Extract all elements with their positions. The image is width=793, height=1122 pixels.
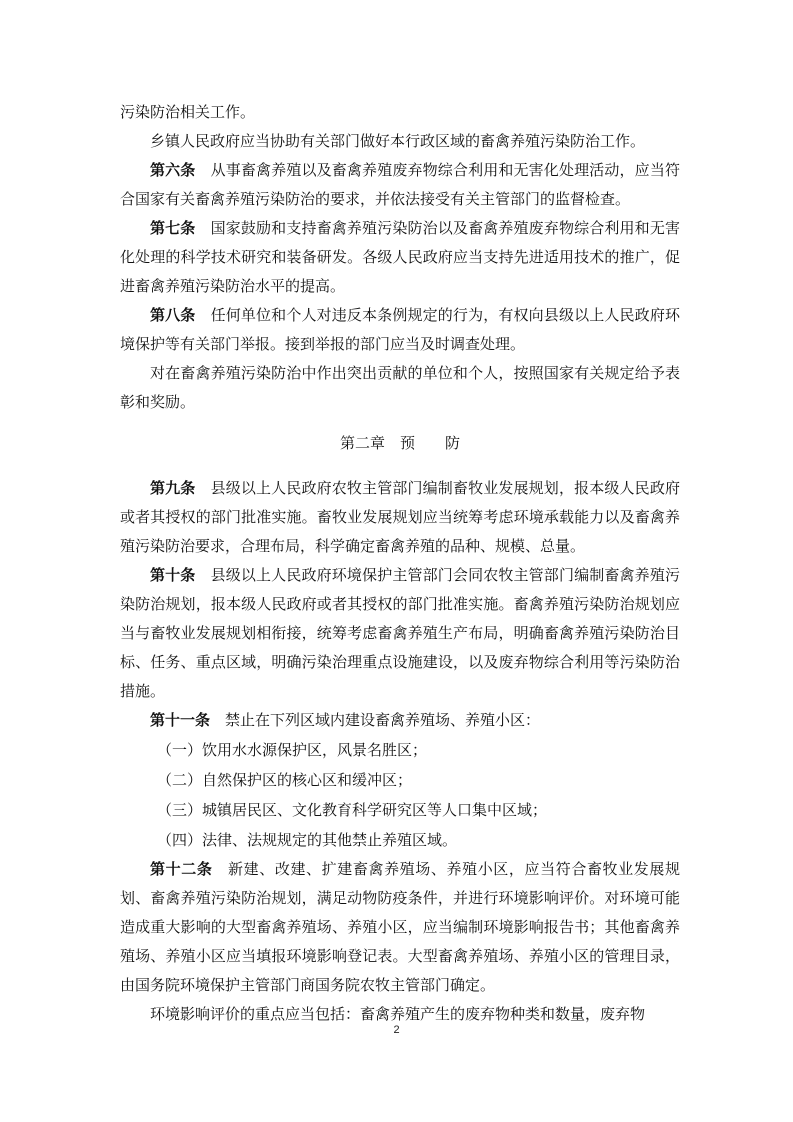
article-label: 第八条: [150, 306, 196, 324]
article-6: [120, 156, 680, 214]
article-text: 国家鼓励和支持畜禽养殖污染防治以及畜禽养殖废弃物综合利用和无害化处理的科学技术研究和装备研发。各级人民政府应当支持先进适用技术的推广，促进畜禽养殖污染防治水平的提高。: [120, 219, 680, 295]
article-8: [120, 301, 680, 359]
page-number: 2: [393, 1024, 400, 1036]
article-label: 第九条: [150, 479, 196, 497]
article-text: 禁止在下列区域内建设畜禽养殖场、养殖小区：: [225, 711, 541, 729]
article-label: 第十一条: [150, 711, 211, 729]
article-8-paragraph-2: [120, 359, 680, 417]
article-label: 第七条: [150, 219, 196, 237]
paragraph-text: 乡镇人民政府应当协助有关部门做好本行政区域的畜禽养殖污染防治工作。: [150, 132, 646, 150]
article-label: 第六条: [150, 161, 196, 179]
article-text: 从事畜禽养殖以及畜禽养殖废弃物综合利用和无害化处理活动，应当符合国家有关畜禽养殖污染防治的要求，并依法接受有关主管部门的监督检查。: [120, 161, 680, 208]
article-text: 任何单位和个人对违反本条例规定的行为，有权向县级以上人民政府环境保护等有关部门举报。接到举报的部门应当及时调查处理。: [120, 306, 680, 353]
paragraph-text: 污染防治相关工作。: [120, 103, 256, 121]
article-label: 第十条: [150, 566, 196, 584]
article-text: 县级以上人民政府农牧主管部门编制畜牧业发展规划，报本级人民政府或者其授权的部门批准实施。畜牧业发展规划应当统筹考虑环境承载能力以及畜禽养殖污染防治要求，合理布局，科学确定畜禽养殖的品种、规模、总量。: [120, 479, 680, 555]
article-12: [120, 855, 680, 1000]
article-text: 新建、改建、扩建畜禽养殖场、养殖小区，应当符合畜牧业发展规划、畜禽养殖污染防治规划，满足动物防疫条件，并进行环境影响评价。对环境可能造成重大影响的大型畜禽养殖场、养殖小区，应当编制环境影响报告书；其他畜禽养殖场、养殖小区应当填报环境影响登记表。大型畜禽养殖场、养殖小区的管理目录，由国务院环境保护主管部门商国务院农牧主管部门确定。: [120, 860, 680, 994]
article-7: [120, 214, 680, 301]
article-11: [120, 706, 680, 735]
list-item: （二）自然保护区的核心区和缓冲区；: [157, 771, 413, 789]
paragraph-text: 对在畜禽养殖污染防治中作出突出贡献的单位和个人，按照国家有关规定给予表彰和奖励。: [120, 364, 680, 411]
list-item: （一）饮用水水源保护区，风景名胜区；: [157, 741, 428, 759]
article-label: 第十二条: [150, 860, 213, 878]
article-text: 县级以上人民政府环境保护主管部门会同农牧主管部门编制畜禽养殖污染防治规划，报本级人民政府或者其授权的部门批准实施。畜禽养殖污染防治规划应当与畜牧业发展规划相衔接，统筹考虑畜禽养殖生产布局，明确畜禽养殖污染防治目标、任务、重点区域，明确污染治理重点设施建设，以及废弃物综合利用等污染防治措施。: [120, 566, 680, 700]
paragraph-text: 环境影响评价的重点应当包括：畜禽养殖产生的废弃物种类和数量，废弃物: [150, 1005, 646, 1023]
paragraph-intro-1: [120, 98, 680, 127]
article-9: [120, 474, 680, 561]
list-item: （三）城镇居民区、文化教育科学研究区等人口集中区域；: [157, 801, 548, 819]
document-body: [120, 98, 680, 1029]
list-item: （四）法律、法规规定的其他禁止养殖区域。: [157, 831, 458, 849]
paragraph-intro-2: [120, 127, 680, 156]
chapter-title: 第二章 预 防: [339, 434, 460, 452]
article-10: [120, 561, 680, 706]
